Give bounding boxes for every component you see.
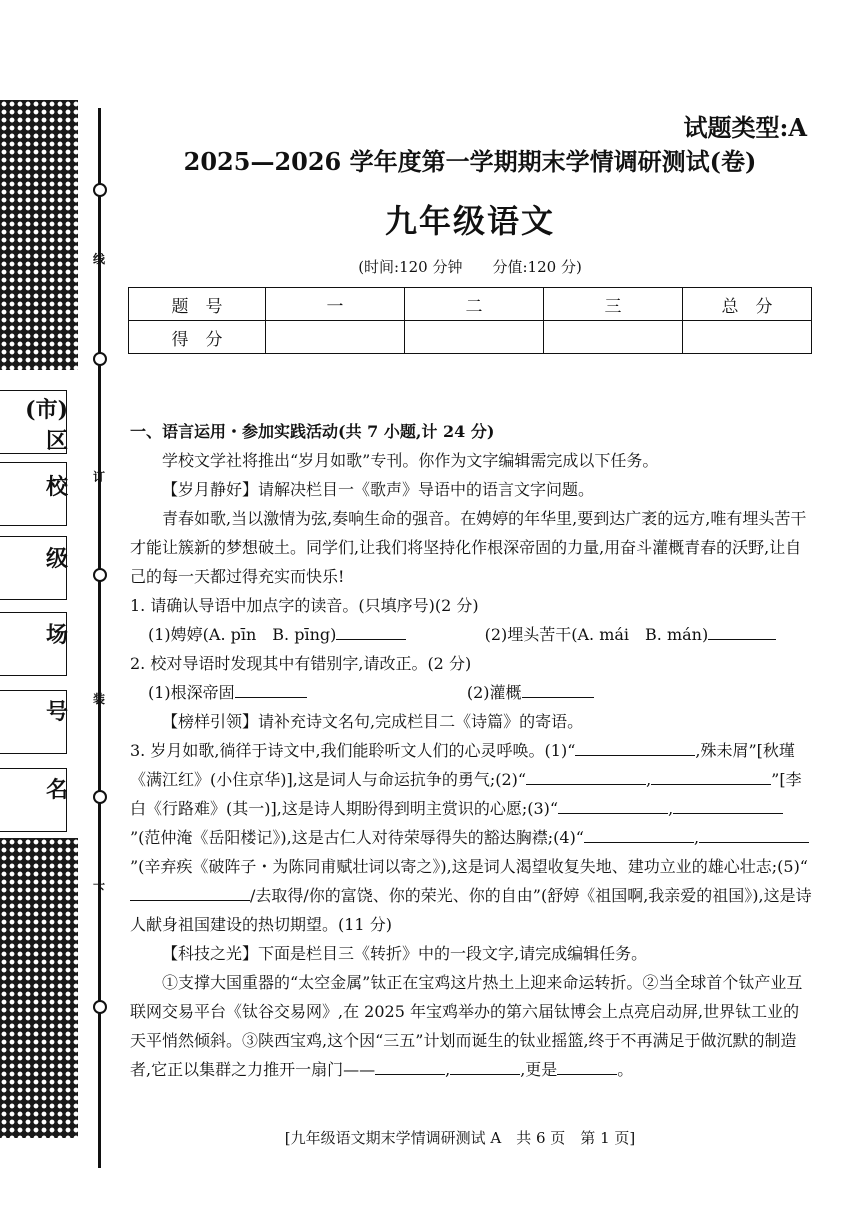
q2-item-b: (2)灌概	[466, 683, 522, 702]
answer-blank[interactable]	[130, 886, 250, 901]
q1-option-b: (2)埋头苦干(A. mái B. mán)	[484, 625, 709, 644]
score-row-label: 得 分	[129, 321, 266, 354]
binding-hole	[93, 183, 107, 197]
q3-text: 3. 岁月如歌,徜徉于诗文中,我们能聆听文人们的心灵呼唤。(1)“	[130, 741, 576, 760]
question-3	[130, 736, 812, 939]
column1-heading: 【岁月静好】请解决栏目一《歌声》导语中的语言文字问题。	[162, 480, 595, 499]
score-table-header-row	[129, 288, 812, 321]
field-label-district: (市)区	[25, 397, 68, 454]
subject-title: 九年级语文	[384, 202, 555, 240]
answer-blank[interactable]	[557, 1060, 617, 1075]
answer-blank[interactable]	[708, 625, 776, 640]
answer-blank[interactable]	[651, 770, 771, 785]
score-table-score-row	[129, 321, 812, 354]
answer-blank[interactable]	[699, 828, 809, 843]
exam-body	[130, 417, 812, 1084]
exam-meta: (时间:120 分钟 分值:120 分)	[358, 258, 582, 276]
tech-text: ,	[445, 1060, 451, 1079]
answer-blank[interactable]	[575, 741, 695, 756]
score-table	[128, 287, 812, 354]
score-header-cell: 三	[544, 288, 683, 321]
q3-text: ,	[646, 770, 652, 789]
binding-dot-pattern-bottom	[0, 838, 78, 1138]
exam-title: 2025—2026 学年度第一学期期末学情调研测试(卷)	[183, 147, 757, 176]
score-cell[interactable]	[683, 321, 812, 354]
answer-blank[interactable]	[558, 799, 668, 814]
binding-hole	[93, 352, 107, 366]
score-header-cell: 二	[405, 288, 544, 321]
q3-text: ,	[668, 799, 674, 818]
answer-blank[interactable]	[375, 1060, 445, 1075]
q1-option-a: (1)娉婷(A. pīn B. pīng)	[148, 625, 337, 644]
score-header-cell: 一	[266, 288, 405, 321]
cut-mark-below: 下	[93, 882, 106, 896]
field-label-seat: 号	[45, 699, 68, 725]
cut-mark-line: 线	[93, 252, 106, 266]
score-cell[interactable]	[405, 321, 544, 354]
field-label-school: 校	[45, 474, 68, 500]
field-label-class: 级	[45, 546, 68, 572]
section-heading: 一、语言运用・参加实践活动(共 7 小题,计 24 分)	[130, 422, 495, 441]
tech-text: ,更是	[520, 1060, 558, 1079]
q3-text: ”(范仲淹《岳阳楼记》),这是古仁人对待荣辱得失的豁达胸襟;(4)“	[130, 828, 584, 847]
passage-text: 青春如歌,当以激情为弦,奏响生命的强音。在娉婷的年华里,要到达广袤的远方,唯有埋头苦干才能让簇新的梦想破土。同学们,让我们将坚持化作根深帝固的力量,用奋斗灌概青春的沃野,让自己的每一天都过得充实而快乐!	[130, 509, 807, 586]
score-header-cell: 题 号	[129, 288, 266, 321]
answer-blank[interactable]	[584, 828, 694, 843]
tech-text: 。	[617, 1060, 634, 1079]
answer-blank[interactable]	[235, 683, 307, 698]
q3-text: /去取得/你的富饶、你的荣光、你的自由”(舒婷《祖国啊,我亲爱的祖国》),这是诗人献身祖国建设的热切期望。(11 分)	[130, 886, 812, 934]
exam-type-label: 试题类型:A	[683, 113, 807, 142]
field-label-room: 场	[45, 622, 68, 648]
section-intro: 学校文学社将推出“岁月如歌”专刊。你作为文字编辑需完成以下任务。	[162, 451, 659, 470]
question-2-items	[130, 678, 812, 707]
answer-blank[interactable]	[526, 770, 646, 785]
question-1: 1. 请确认导语中加点字的读音。(只填序号)(2 分)	[130, 596, 479, 615]
answer-blank[interactable]	[522, 683, 594, 698]
binding-hole	[93, 1000, 107, 1014]
score-cell[interactable]	[544, 321, 683, 354]
answer-blank[interactable]	[450, 1060, 520, 1075]
answer-blank[interactable]	[673, 799, 783, 814]
column2-heading: 【榜样引领】请补充诗文名句,完成栏目二《诗篇》的寄语。	[162, 712, 584, 731]
q3-text: ”[李白《行路难》(其一)],这是诗人期盼得到明主赏识的心愿;(3)“	[130, 770, 802, 818]
q3-text: ,殊未屑”[秋瑾《满江红》(小住京华)],这是词人与命运抗争的勇气;(2)“	[130, 741, 795, 789]
question-2: 2. 校对导语时发现其中有错别字,请改正。(2 分)	[130, 654, 472, 673]
q2-item-a: (1)根深帝固	[148, 683, 235, 702]
page-footer: [九年级语文期末学情调研测试 A 共 6 页 第 1 页]	[284, 1129, 636, 1147]
score-cell[interactable]	[266, 321, 405, 354]
binding-hole	[93, 568, 107, 582]
question-1-options	[130, 620, 812, 649]
tech-text: ①支撑大国重器的“太空金属”钛正在宝鸡这片热土上迎来命运转折。②当全球首个钛产业互联网交易平台《钛谷交易网》,在 2025 年宝鸡举办的第六届钛博会上点亮启动屏,世界钛工业的天平悄然倾斜。③陕西宝鸡,这个因“三五”计划而诞生的钛业摇篮,终于不再满足于做沉默的制造者,它正以集群之力推开一扇门——	[130, 973, 803, 1079]
field-label-name: 名	[45, 777, 68, 803]
column3-heading: 【科技之光】下面是栏目三《转折》中的一段文字,请完成编辑任务。	[162, 944, 648, 963]
q3-text: ”(辛弃疾《破阵子・为陈同甫赋壮词以寄之》),这是词人渴望收复失地、建功立业的雄心壮志;(5)“	[130, 857, 808, 876]
cut-mark-order: 订	[93, 470, 106, 484]
answer-blank[interactable]	[336, 625, 406, 640]
score-header-cell: 总 分	[683, 288, 812, 321]
tech-passage	[130, 968, 812, 1084]
cut-mark-bind: 装	[93, 692, 106, 706]
binding-hole	[93, 790, 107, 804]
q3-text: ,	[694, 828, 700, 847]
